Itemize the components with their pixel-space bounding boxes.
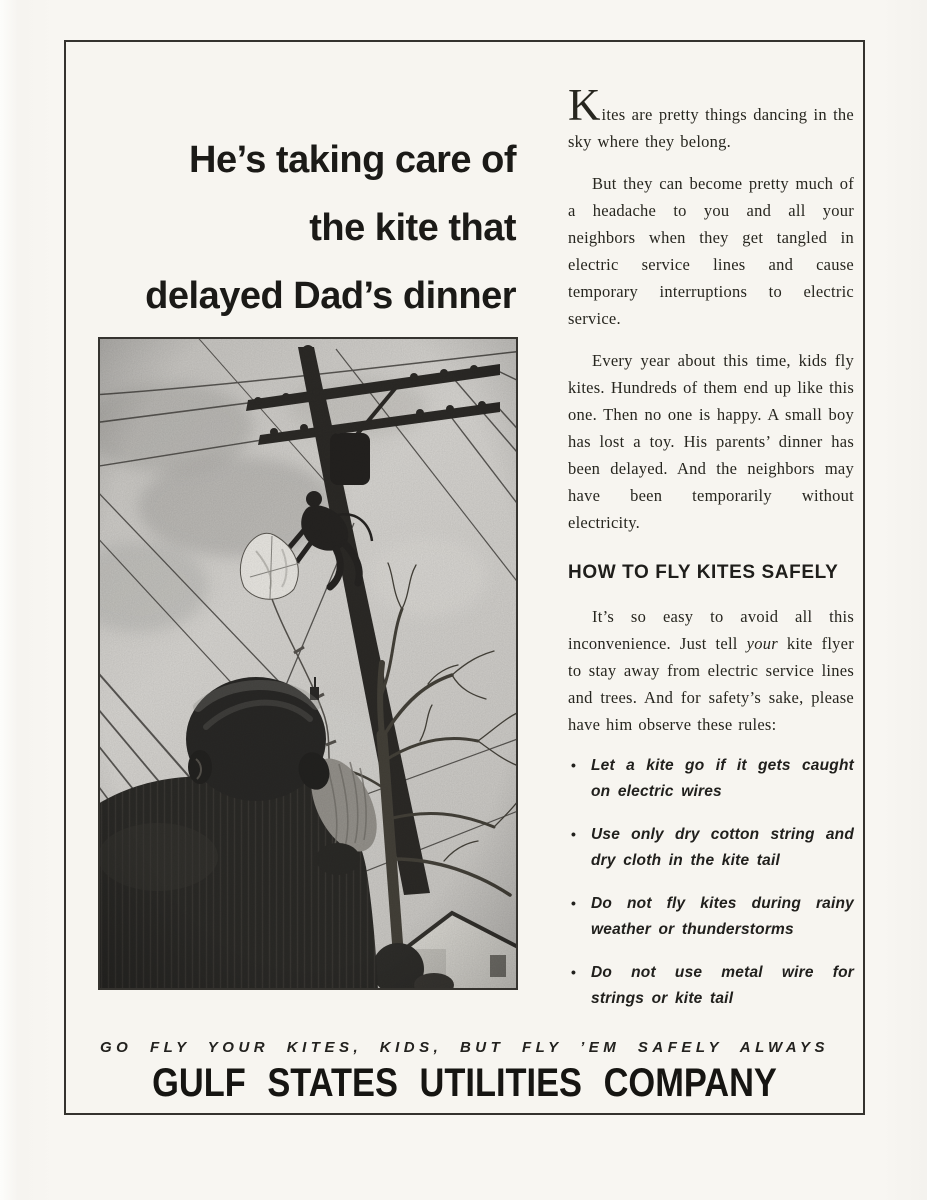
company-name: GULF STATES UTILITIES COMPANY bbox=[152, 1061, 777, 1105]
rules-intro-pre: It’s so easy to avoid all this inconvenience. Just tell bbox=[568, 607, 854, 653]
article-column bbox=[568, 76, 854, 1029]
bullet-icon: • bbox=[571, 826, 577, 842]
bullet-icon: • bbox=[571, 964, 577, 980]
rules-intro-paragraph bbox=[568, 603, 854, 738]
intro-paragraph bbox=[568, 80, 854, 155]
footer-slogan: GO FLY YOUR KITES, KIDS, BUT FLY ’EM SAFELY ALWAYS bbox=[99, 1039, 830, 1056]
photo-illustration bbox=[98, 337, 518, 990]
rule-text-2: Use only dry cotton string and dry cloth in the kite tail bbox=[591, 826, 854, 869]
rule-text-1: Let a kite go if it gets caught on electric wires bbox=[591, 757, 854, 800]
rule-item-4 bbox=[568, 960, 854, 1012]
headline bbox=[80, 126, 516, 330]
safety-rules-list bbox=[568, 753, 854, 1012]
paragraph-every-year: Every year about this time, kids fly kites. Hundreds of them end up like this one. Then no one is happy. A small boy has lost a toy. His parents’ dinner has been delayed. And the neighbors may have been temporarily without electricity. bbox=[568, 351, 854, 532]
rule-item-3 bbox=[568, 891, 854, 943]
rules-intro-post: kite flyer to stay away from electric service lines and trees. And for safety’s sake, please have him observe these rules: bbox=[568, 634, 855, 734]
photo-vignette bbox=[98, 337, 518, 990]
drop-cap: K bbox=[568, 80, 602, 130]
bullet-icon: • bbox=[571, 895, 577, 911]
photo-boy-watching-lineman bbox=[98, 337, 518, 990]
bullet-icon: • bbox=[571, 757, 577, 773]
rule-text-4: Do not use metal wire for strings or kite tail bbox=[591, 964, 854, 1007]
advertisement-frame bbox=[64, 40, 865, 1115]
rules-intro-emphasis: your bbox=[746, 634, 778, 653]
paragraph-headache: But they can become pretty much of a headache to you and all your neighbors when they get tangled in electric service lines and cause temporary interruptions to electric service. bbox=[568, 174, 854, 328]
rule-item-1 bbox=[568, 753, 854, 805]
headline-line-1: He’s taking care of bbox=[189, 139, 516, 181]
headline-line-3: delayed Dad’s dinner bbox=[145, 275, 516, 317]
rule-text-3: Do not fly kites during rainy weather or thunderstorms bbox=[591, 895, 854, 938]
headline-line-2: the kite that bbox=[309, 207, 516, 249]
rule-item-2 bbox=[568, 822, 854, 874]
intro-text: ites are pretty things dancing in the sky where they belong. bbox=[568, 105, 854, 151]
section-heading: HOW TO FLY KITES SAFELY bbox=[568, 562, 839, 583]
